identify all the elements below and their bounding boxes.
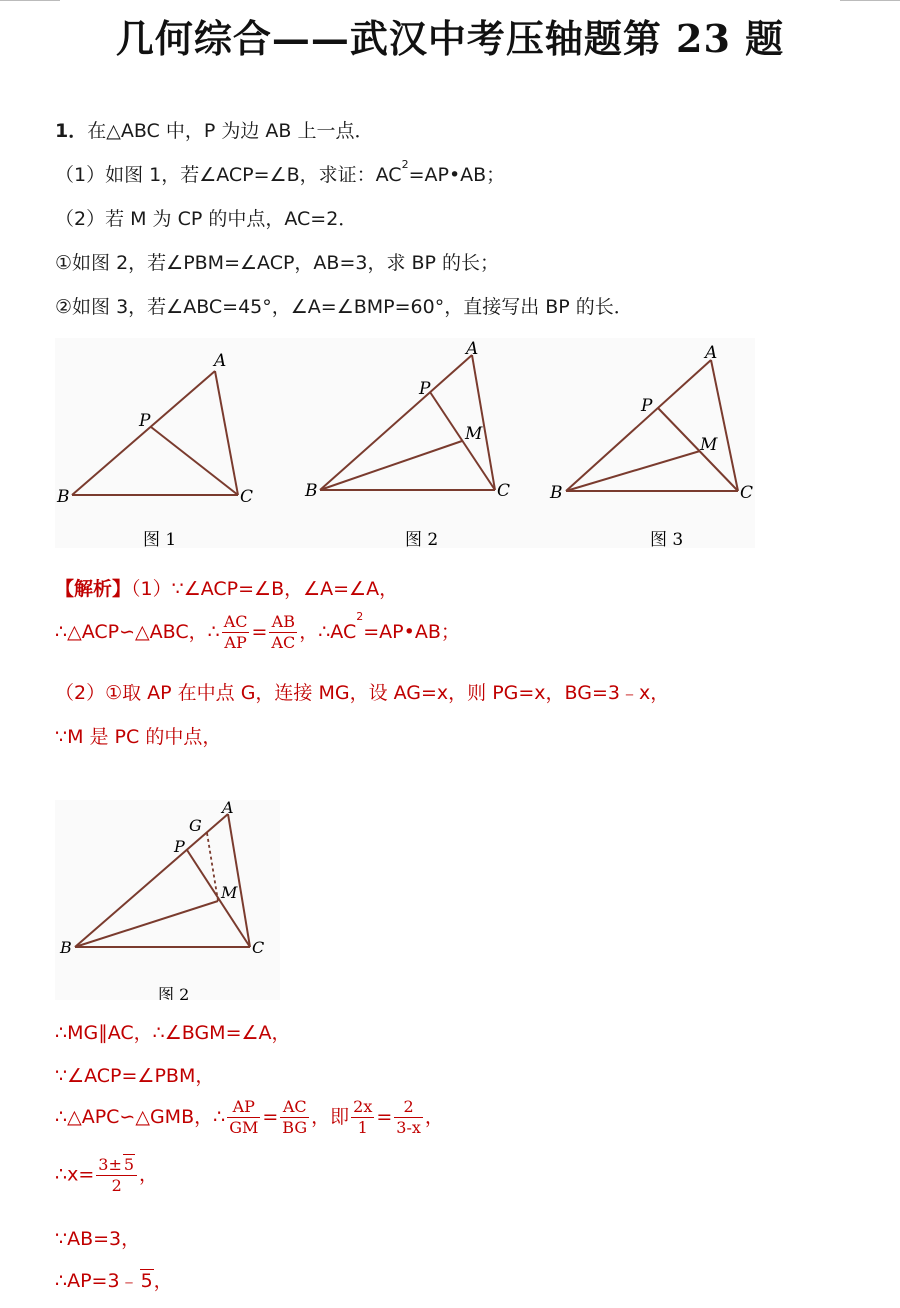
fig3-label-b: B bbox=[550, 483, 563, 503]
solution-line-6: ∵∠ACP=∠PBM， bbox=[55, 1065, 215, 1087]
fig4-label-p: P bbox=[174, 837, 185, 856]
figure-2-aux-svg bbox=[55, 800, 280, 1000]
frac-numerator: AC bbox=[223, 612, 248, 631]
page-title: 几何综合——武汉中考压轴题第 23 题 bbox=[115, 16, 785, 61]
solution-line-8 bbox=[55, 1154, 158, 1196]
frac-numerator: AB bbox=[269, 612, 297, 633]
figure-2-lines bbox=[320, 355, 495, 490]
problem-part2-1: ①如图 2，若∠PBM=∠ACP，AB=3，求 BP 的长； bbox=[55, 252, 500, 274]
problem-statement bbox=[55, 116, 373, 143]
frac-denominator: GM bbox=[229, 1118, 259, 1137]
solution-text-7c: ， bbox=[424, 1106, 444, 1128]
fraction-ac-bg bbox=[280, 1097, 309, 1138]
fig2-label-c: C bbox=[497, 481, 511, 501]
fig4-label-a: A bbox=[222, 800, 234, 817]
solution-text-8b: ， bbox=[139, 1163, 159, 1186]
frac-numerator bbox=[96, 1154, 137, 1176]
fig1-label-p: P bbox=[139, 411, 151, 431]
fig4-label-b: B bbox=[60, 938, 72, 957]
fig2-label-p: P bbox=[419, 379, 431, 399]
numerator-text: 3± bbox=[98, 1155, 122, 1174]
fig2-label-a: A bbox=[466, 339, 479, 359]
part1-text: （1）如图 1，若∠ACP=∠B，求证：AC bbox=[55, 164, 402, 186]
sqrt-five-2: 5 bbox=[140, 1270, 153, 1292]
frac-denominator: AP bbox=[224, 633, 247, 652]
problem-part2-2: ②如图 3，若∠ABC=45°，∠A=∠BMP=60°，直接写出 BP 的长． bbox=[55, 296, 633, 318]
figure-2-auxiliary bbox=[55, 800, 280, 1000]
fraction-x-value bbox=[96, 1154, 137, 1196]
fraction-ac-ap bbox=[222, 612, 250, 653]
figures-panel bbox=[55, 338, 755, 548]
problem-text: 在△ABC 中，P 为边 AB 上一点． bbox=[87, 120, 374, 142]
fig3-label-p: P bbox=[641, 396, 653, 416]
fig3-label-c: C bbox=[740, 483, 754, 503]
problem-number: 1． bbox=[55, 120, 88, 142]
frac-numerator: AC bbox=[280, 1097, 309, 1118]
solution-line-2 bbox=[55, 612, 460, 653]
fig3-label-m: M bbox=[700, 435, 718, 455]
solution-line-1 bbox=[55, 574, 398, 601]
fraction-ap-gm bbox=[227, 1097, 260, 1138]
solution-text-10b: ， bbox=[153, 1270, 173, 1292]
solution-text-1: （1）∵∠ACP=∠B，∠A=∠A， bbox=[131, 578, 399, 600]
equals-sign: = bbox=[251, 621, 268, 643]
fig3-caption: 图 3 bbox=[650, 530, 684, 548]
solution-line-9: ∵AB=3， bbox=[55, 1228, 141, 1250]
fig1-label-b: B bbox=[57, 487, 70, 507]
fig3-label-a: A bbox=[705, 343, 718, 363]
solution-superscript: 2 bbox=[356, 610, 364, 623]
fraction-2x-1 bbox=[351, 1097, 374, 1138]
corner-mark-right bbox=[840, 0, 900, 3]
equals-sign: = bbox=[376, 1106, 393, 1128]
fig1-label-c: C bbox=[240, 487, 254, 507]
part1-text-end: =AP•AB； bbox=[408, 164, 506, 186]
frac-denominator: 3-x bbox=[396, 1118, 421, 1137]
fig4-label-c: C bbox=[252, 938, 265, 957]
solution-line-3: （2）①取 AP 在中点 G，连接 MG，设 AG=x，则 PG=x，BG=3﹣x， bbox=[55, 682, 670, 704]
figure-3-lines bbox=[566, 360, 738, 491]
equals-sign: = bbox=[262, 1106, 279, 1128]
solution-text-10a: ∴AP=3﹣ bbox=[55, 1270, 139, 1292]
part1-superscript: 2 bbox=[401, 158, 409, 171]
frac-denominator: 1 bbox=[357, 1118, 368, 1137]
frac-denominator: AC bbox=[271, 633, 296, 652]
frac-denominator: BG bbox=[282, 1118, 308, 1137]
solution-text-2a: ∴△ACP∽△ABC，∴ bbox=[55, 621, 220, 643]
fig1-caption: 图 1 bbox=[143, 530, 177, 548]
frac-numerator: AP bbox=[227, 1097, 260, 1118]
figure-1-lines bbox=[72, 371, 238, 495]
fraction-2-3x bbox=[394, 1097, 423, 1138]
fig4-label-m: M bbox=[221, 883, 238, 902]
fraction-ab-ac bbox=[269, 612, 297, 653]
solution-text-2b: ，∴AC bbox=[299, 621, 357, 643]
fig2-label-b: B bbox=[305, 481, 318, 501]
solution-line-4: ∵M 是 PC 的中点， bbox=[55, 726, 222, 748]
solution-text-7a: ∴△APC∽△GMB，∴ bbox=[55, 1106, 226, 1128]
solution-tag: 【解析】 bbox=[55, 578, 132, 600]
frac-numerator: 2x bbox=[353, 1097, 373, 1116]
fig4-label-g: G bbox=[189, 816, 202, 835]
problem-part2: （2）若 M 为 CP 的中点，AC=2． bbox=[55, 208, 358, 230]
frac-denominator: 2 bbox=[111, 1176, 122, 1195]
corner-mark-left bbox=[0, 0, 60, 3]
problem-part1 bbox=[55, 160, 505, 187]
solution-line-10 bbox=[55, 1266, 173, 1293]
figures-svg bbox=[55, 338, 755, 548]
solution-line-7 bbox=[55, 1097, 444, 1138]
solution-line-5: ∴MG∥AC，∴∠BGM=∠A， bbox=[55, 1022, 291, 1044]
fig4-caption: 图 2 bbox=[158, 985, 190, 1000]
fig1-label-a: A bbox=[214, 351, 227, 371]
fig2-caption: 图 2 bbox=[405, 530, 439, 548]
solution-text-7b: ，即 bbox=[311, 1106, 350, 1128]
solution-text-8a: ∴x= bbox=[55, 1163, 95, 1186]
fig2-label-m: M bbox=[465, 424, 483, 444]
sqrt-five: 5 bbox=[123, 1155, 135, 1174]
frac-numerator: 2 bbox=[394, 1097, 423, 1118]
solution-text-2c: =AP•AB； bbox=[363, 621, 460, 643]
